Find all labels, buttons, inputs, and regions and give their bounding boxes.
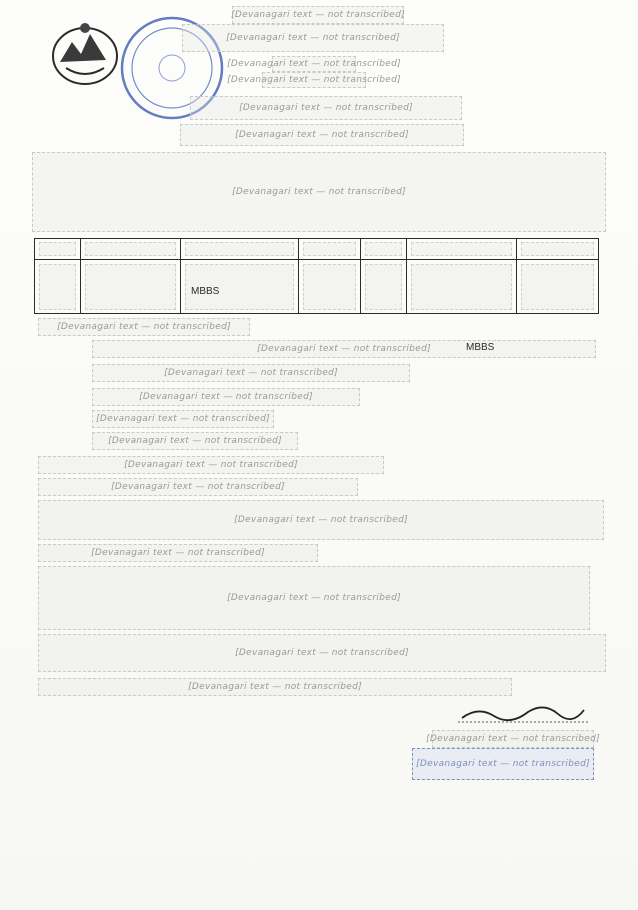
signature-scribble-icon [458, 698, 588, 728]
table-row [35, 260, 599, 314]
section-1b-text: [Devanagari text — not transcribed] [164, 368, 338, 378]
section-1d [92, 410, 274, 428]
table-cell [299, 260, 361, 314]
section-8-text: [Devanagari text — not transcribed] [188, 682, 362, 692]
table-cell [181, 260, 299, 314]
section-5 [38, 544, 318, 562]
section-3 [38, 478, 358, 496]
table-header-cell [361, 239, 407, 260]
table-cell [361, 260, 407, 314]
notice-title [190, 96, 462, 120]
header-office-text: [Devanagari text — not transcribed] [226, 33, 400, 43]
table-qualification-fragment: MBBS [191, 286, 220, 297]
section-4-text: [Devanagari text — not transcribed] [234, 515, 408, 525]
table-cell [35, 260, 81, 314]
section-1e-text: [Devanagari text — not transcribed] [108, 436, 282, 446]
section-1c [92, 388, 360, 406]
section-3-text: [Devanagari text — not transcribed] [111, 482, 285, 492]
notice-subtitle-text: [Devanagari text — not transcribed] [235, 130, 409, 140]
section-1-heading-text: [Devanagari text — not transcribed] [57, 322, 231, 332]
table-header-cell [35, 239, 81, 260]
header-address-line-2 [227, 72, 401, 88]
section-6-text: [Devanagari text — not transcribed] [227, 593, 401, 603]
section-1a [92, 340, 596, 358]
national-emblem-icon [48, 18, 122, 88]
table-cell [517, 260, 599, 314]
section-1c-text: [Devanagari text — not transcribed] [139, 392, 313, 402]
table-cell [81, 260, 181, 314]
section-7 [38, 634, 606, 672]
signatory-line-text: [Devanagari text — not transcribed] [426, 734, 600, 744]
notice-subtitle [180, 124, 464, 146]
section-2 [38, 456, 384, 474]
section-7-text: [Devanagari text — not transcribed] [235, 648, 409, 658]
header-address-text-1: [Devanagari text — not transcribed] [227, 59, 401, 69]
section-2-text: [Devanagari text — not transcribed] [124, 460, 298, 470]
section-5-text: [Devanagari text — not transcribed] [91, 548, 265, 558]
signature-stamp-text: [Devanagari text — not transcribed] [416, 759, 590, 769]
section-1a-text: [Devanagari text — not transcribed] [257, 344, 431, 354]
section-1e [92, 432, 298, 450]
signatory-line [426, 730, 600, 748]
intro-paragraph [32, 152, 606, 232]
section-4 [38, 500, 604, 540]
section-6 [38, 566, 590, 630]
section-1-heading [38, 318, 250, 336]
section-8 [38, 678, 512, 696]
section-1b [92, 364, 410, 382]
table-cell [407, 260, 517, 314]
section-1d-text: [Devanagari text — not transcribed] [96, 414, 270, 424]
section-1a-fragment: MBBS [466, 342, 495, 353]
table-header-cell [81, 239, 181, 260]
table-header-cell [299, 239, 361, 260]
header-address-text-2: [Devanagari text — not transcribed] [227, 75, 401, 85]
notice-title-text: [Devanagari text — not transcribed] [239, 103, 413, 113]
table-header-cell [181, 239, 299, 260]
vacancy-table [34, 238, 599, 314]
intro-paragraph-text: [Devanagari text — not transcribed] [232, 187, 406, 197]
table-header-cell [407, 239, 517, 260]
table-header-cell [517, 239, 599, 260]
signature-stamp [412, 748, 594, 780]
table-header-row [35, 239, 599, 260]
header-address-line-1 [227, 56, 401, 72]
header-office-line [182, 24, 444, 52]
header-org-line [232, 6, 404, 24]
header-org-text: [Devanagari text — not transcribed] [231, 10, 405, 20]
